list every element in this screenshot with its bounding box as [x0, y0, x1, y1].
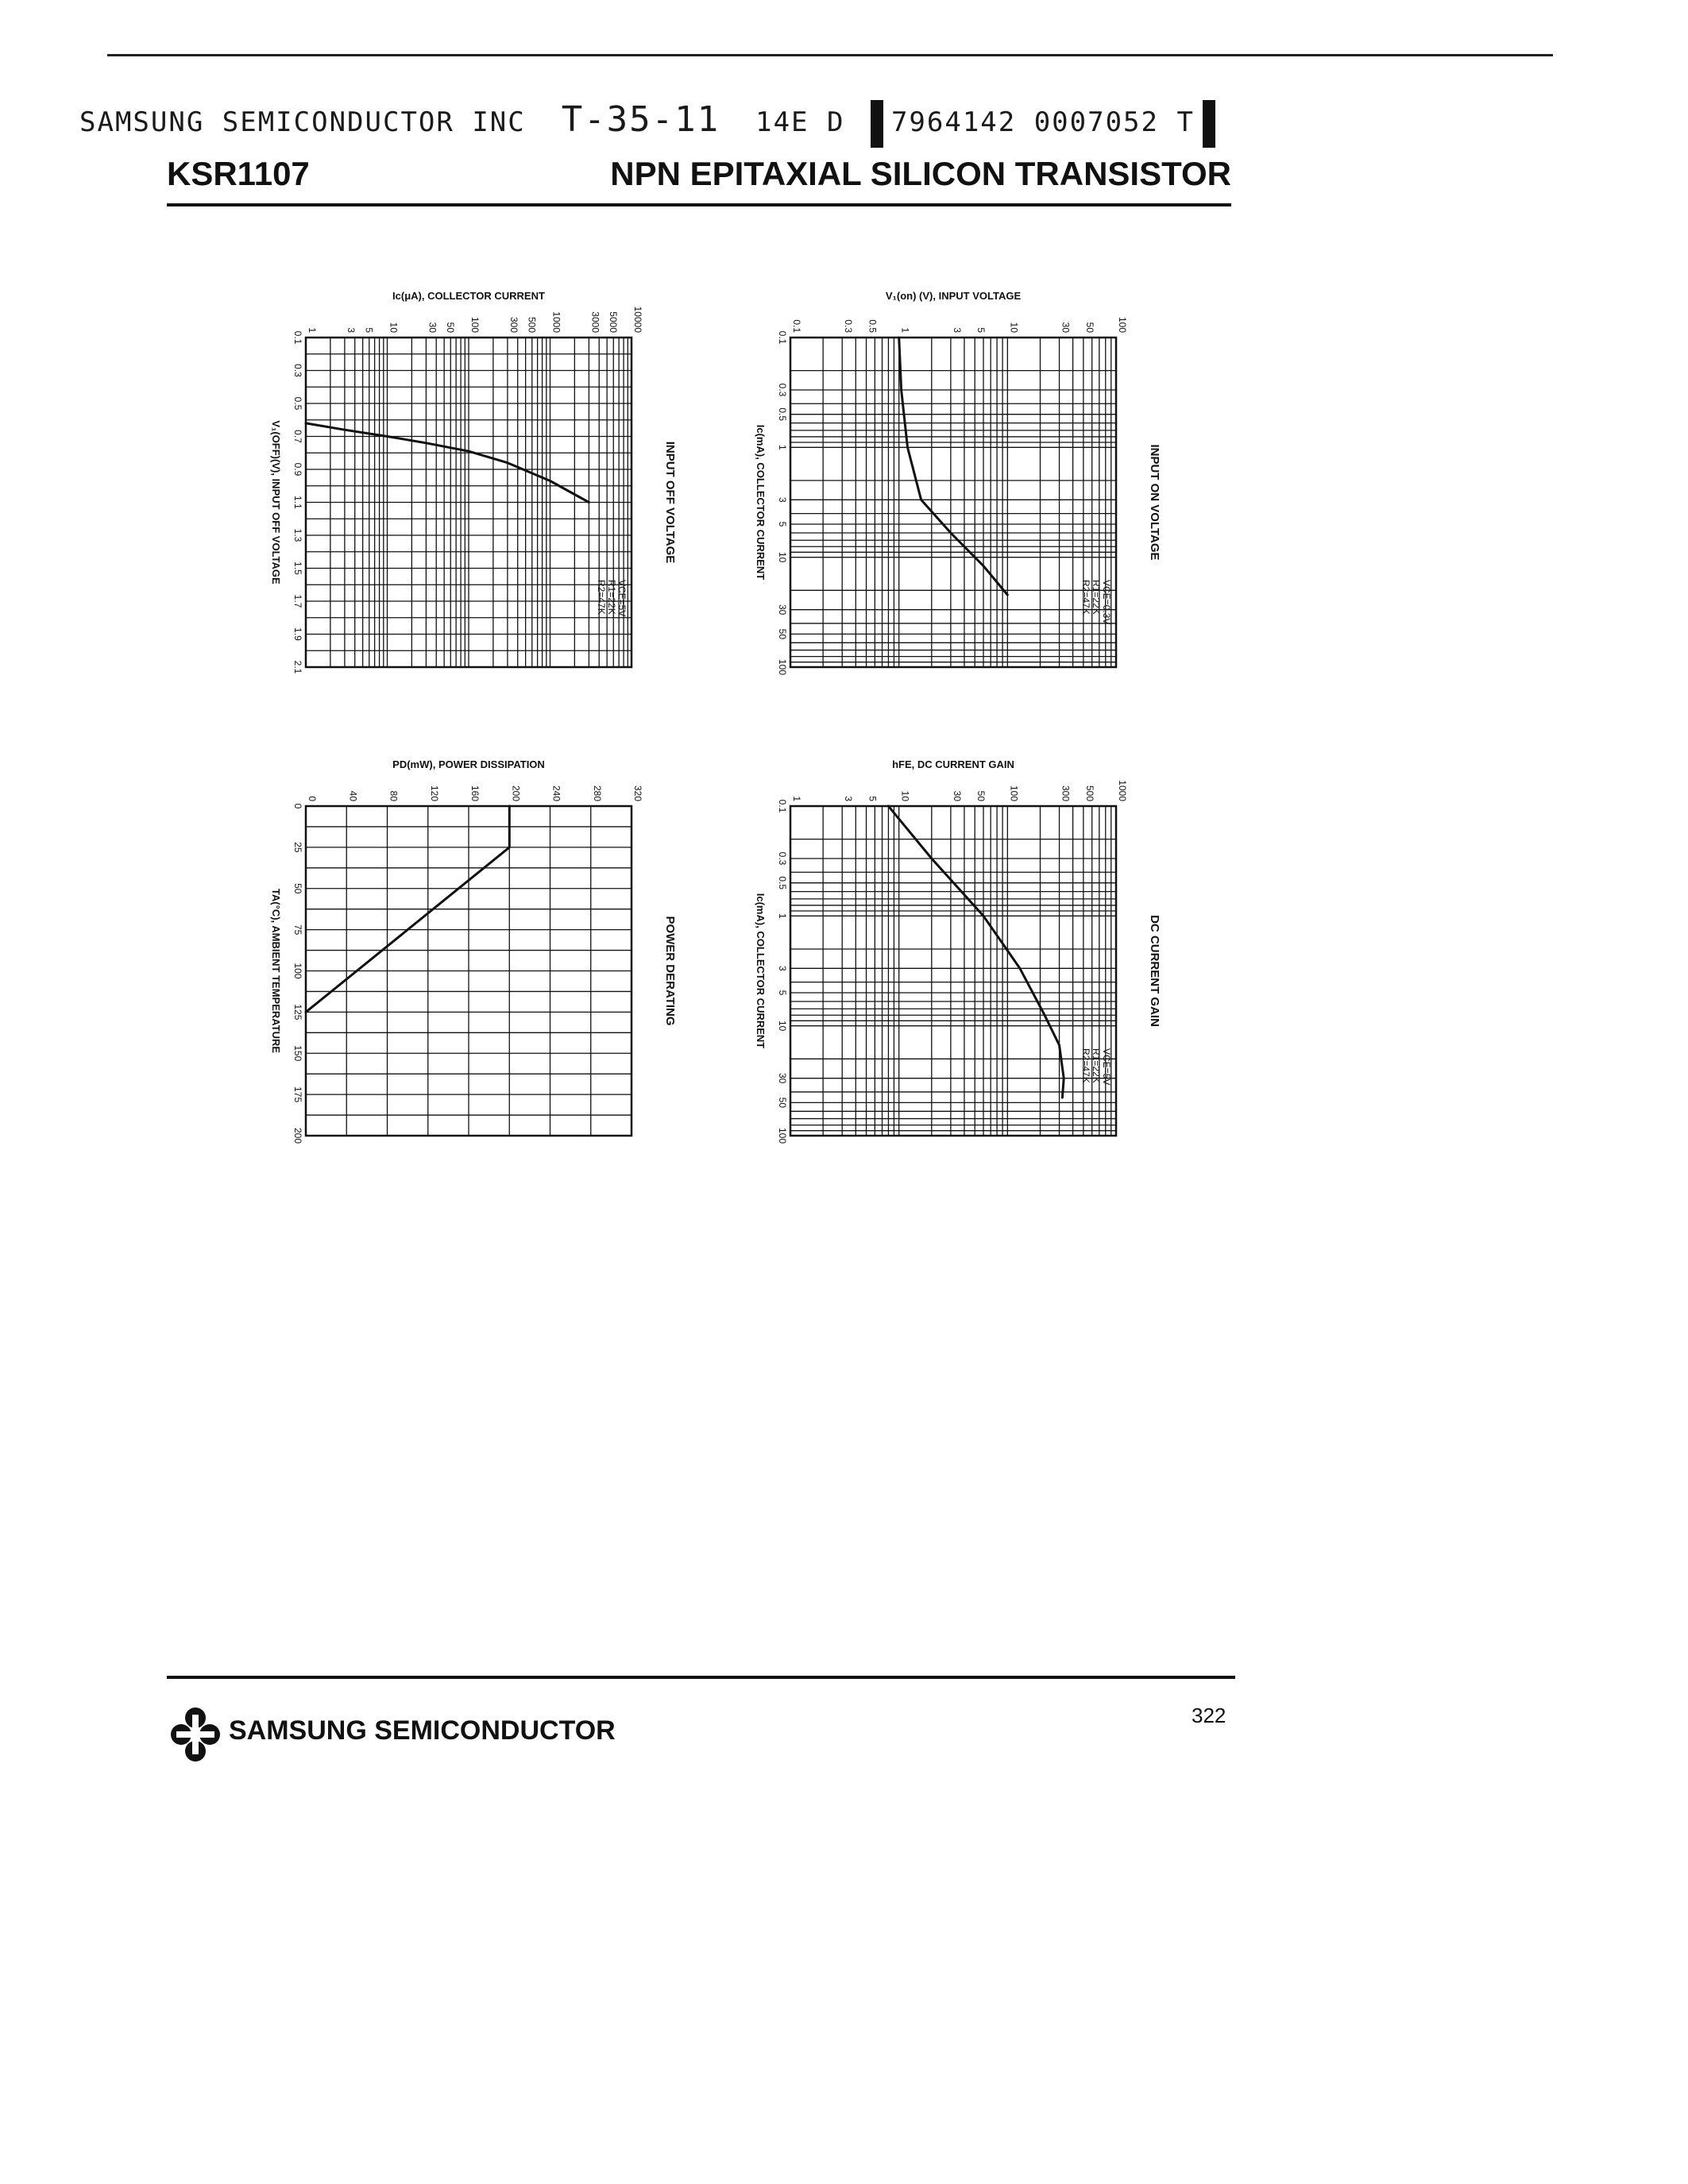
x-axis-title: Ic(μA), COLLECTOR CURRENT	[392, 290, 545, 302]
x-tick-label: 5	[867, 796, 879, 801]
y-tick-label: 75	[292, 924, 303, 936]
x-tick-label: 500	[1083, 785, 1095, 801]
y-tick-label: 1	[777, 913, 788, 919]
y-tick-label: 0.9	[292, 462, 303, 477]
y-tick-label: 1.3	[292, 528, 303, 542]
graph-title: INPUT OFF VOLTAGE	[663, 441, 677, 564]
y-tick-label: 50	[292, 883, 303, 894]
y-tick-label: 0.1	[777, 330, 788, 345]
y-tick-label: 3	[777, 496, 788, 503]
x-tick-label: 100	[1117, 316, 1128, 333]
x-tick-label: 300	[508, 316, 520, 333]
y-tick-label: 0.5	[777, 407, 788, 422]
chart-svg	[683, 282, 1199, 758]
y-tick-label: 3	[777, 965, 788, 971]
y-tick-label: 25	[292, 842, 303, 853]
samsung-logo-icon	[170, 1705, 221, 1764]
chart-svg	[199, 282, 715, 758]
x-tick-label: 1	[899, 327, 911, 333]
stamp-code-2: 14E D	[755, 106, 845, 138]
stamp-code-3: 7964142 0007052 T	[890, 106, 1195, 138]
y-tick-label: 0	[292, 803, 303, 809]
chart-svg	[199, 751, 715, 1227]
condition-label: R2=47K	[596, 580, 607, 615]
y-tick-label: 10	[777, 1020, 788, 1032]
x-tick-label: 160	[469, 785, 481, 801]
x-tick-label: 0.5	[867, 319, 879, 333]
x-tick-label: 3	[345, 327, 357, 333]
x-tick-label: 0.1	[791, 319, 802, 333]
y-tick-label: 2.1	[292, 660, 303, 674]
y-tick-label: 100	[777, 1127, 788, 1144]
y-tick-label: 0.3	[777, 851, 788, 866]
condition-label: R1=22K	[606, 580, 617, 615]
chart-svg	[683, 751, 1199, 1227]
y-tick-label: 100	[292, 963, 303, 979]
x-tick-label: 80	[388, 790, 400, 801]
stamp-block-icon	[1203, 100, 1215, 148]
stamp-company: SAMSUNG SEMICONDUCTOR INC	[79, 106, 526, 138]
chart-input-on-voltage	[683, 282, 1199, 758]
x-tick-label: 500	[526, 316, 538, 333]
y-tick-label: 10	[777, 551, 788, 563]
condition-label: VCE=0.3V	[1101, 580, 1112, 625]
header-divider	[167, 203, 1231, 206]
y-tick-label: 1.9	[292, 627, 303, 641]
y-tick-label: 0.5	[292, 396, 303, 411]
y-tick-label: 0.7	[292, 430, 303, 443]
y-axis-title: TA(°C), AMBIENT TEMPERATURE	[270, 888, 282, 1054]
y-tick-label: 125	[292, 1004, 303, 1021]
chart-input-off-voltage	[199, 282, 715, 758]
graph-title: INPUT ON VOLTAGE	[1148, 444, 1161, 561]
series-line	[888, 806, 1064, 1098]
x-tick-label: 280	[591, 785, 603, 801]
y-axis-title: Ic(mA), COLLECTOR CURRENT	[755, 893, 767, 1049]
chart-power-derating	[199, 751, 715, 1227]
y-tick-label: 0.3	[777, 383, 788, 397]
plot-frame	[790, 338, 1116, 667]
scan-edge-line	[107, 54, 1553, 56]
y-tick-label: 175	[292, 1086, 303, 1103]
x-tick-label: 0	[307, 796, 318, 801]
x-tick-label: 3	[843, 796, 855, 801]
chart-dc-current-gain	[683, 751, 1199, 1227]
part-number: KSR1107	[167, 155, 310, 192]
header-stamp	[79, 99, 1319, 148]
x-tick-label: 5	[975, 327, 987, 333]
condition-label: R2=47K	[1080, 1048, 1091, 1083]
y-tick-label: 30	[777, 604, 788, 615]
x-tick-label: 30	[427, 322, 438, 333]
x-tick-label: 1	[307, 327, 318, 333]
x-tick-label: 1000	[1117, 780, 1128, 801]
x-tick-label: 0.3	[843, 319, 855, 333]
y-tick-label: 100	[777, 658, 788, 676]
y-axis-title: V₁(OFF)(V), INPUT OFF VOLTAGE	[270, 420, 282, 585]
x-tick-label: 50	[445, 322, 457, 333]
x-tick-label: 200	[510, 785, 522, 801]
page-number: 322	[1192, 1704, 1226, 1727]
x-tick-label: 3000	[589, 311, 601, 333]
condition-label: VCE=5V	[616, 580, 628, 617]
footer-divider	[167, 1676, 1235, 1679]
x-tick-label: 30	[951, 790, 963, 801]
x-tick-label: 10	[899, 790, 911, 801]
y-tick-label: 1.7	[292, 594, 303, 608]
x-tick-label: 100	[1008, 785, 1020, 801]
y-tick-label: 200	[292, 1127, 303, 1144]
x-tick-label: 300	[1060, 785, 1072, 801]
condition-label: R1=22K	[1091, 580, 1102, 615]
page-title: NPN EPITAXIAL SILICON TRANSISTOR	[610, 155, 1231, 192]
x-tick-label: 10000	[632, 306, 643, 333]
footer-brand: SAMSUNG SEMICONDUCTOR	[229, 1715, 616, 1746]
x-tick-label: 5000	[608, 311, 620, 333]
x-tick-label: 50	[975, 790, 987, 801]
x-tick-label: 1000	[550, 311, 562, 333]
y-tick-label: 0.1	[292, 330, 303, 345]
condition-label: R2=47K	[1080, 580, 1091, 615]
x-axis-title: PD(mW), POWER DISSIPATION	[392, 758, 545, 770]
x-tick-label: 30	[1060, 322, 1072, 333]
y-tick-label: 1.5	[292, 561, 303, 575]
y-tick-label: 1	[777, 444, 788, 450]
x-tick-label: 40	[347, 790, 359, 801]
y-tick-label: 30	[777, 1072, 788, 1084]
y-tick-label: 0.3	[292, 364, 303, 377]
plot-frame	[790, 806, 1116, 1136]
y-tick-label: 150	[292, 1045, 303, 1062]
y-tick-label: 0.5	[777, 876, 788, 890]
stamp-code-1: T-35-11	[561, 99, 720, 140]
y-tick-label: 5	[777, 521, 788, 527]
x-tick-label: 100	[469, 316, 481, 333]
x-axis-title: V₁(on) (V), INPUT VOLTAGE	[885, 290, 1022, 302]
y-tick-label: 50	[777, 1097, 788, 1109]
y-tick-label: 0.1	[777, 799, 788, 813]
y-tick-label: 5	[777, 990, 788, 996]
condition-label: VCE=5V	[1101, 1048, 1112, 1086]
y-axis-title: Ic(mA), COLLECTOR CURRENT	[755, 424, 767, 581]
x-tick-label: 120	[428, 785, 440, 801]
graph-title: DC CURRENT GAIN	[1148, 915, 1161, 1027]
y-tick-label: 1.1	[292, 496, 303, 509]
condition-label: R1=22K	[1091, 1048, 1102, 1083]
x-tick-label: 5	[363, 327, 375, 333]
x-tick-label: 3	[951, 327, 963, 333]
stamp-block-icon	[871, 100, 883, 148]
x-tick-label: 10	[1008, 322, 1020, 333]
x-axis-title: hFE, DC CURRENT GAIN	[892, 758, 1014, 770]
x-tick-label: 240	[550, 785, 562, 801]
y-tick-label: 50	[777, 628, 788, 640]
x-tick-label: 320	[632, 785, 643, 801]
graph-title: POWER DERATING	[663, 916, 677, 1026]
x-tick-label: 10	[388, 322, 400, 333]
x-tick-label: 50	[1083, 322, 1095, 333]
x-tick-label: 1	[791, 796, 802, 801]
